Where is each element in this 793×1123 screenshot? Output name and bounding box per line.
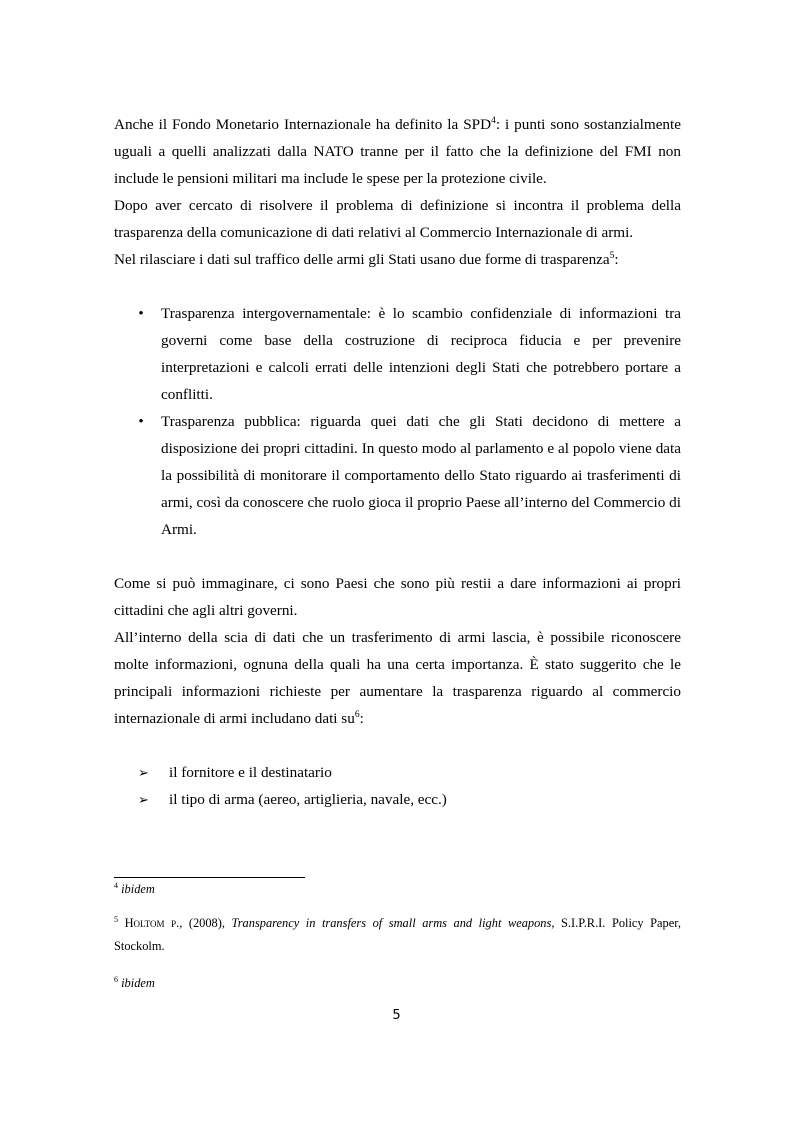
paragraph-text: Anche il Fondo Monetario Internazionale ha definito la SPD bbox=[114, 116, 492, 133]
data-items-list bbox=[114, 759, 681, 813]
list-item bbox=[114, 300, 681, 408]
footnote-title: Transparency in transfers of small arms and light weapons, bbox=[231, 916, 555, 930]
list-item-text: Trasparenza pubblica: riguarda quei dati che gli Stati decidono di mettere a disposizione dei propri cittadini. In questo modo al parlamento e al popolo viene data la possibilità di monitorare il comportamento dello Stato riguardo ai trasferimenti di armi, così da conoscere che ruolo gioca il proprio Paese all’interno del Commercio di Armi. bbox=[161, 413, 681, 538]
bullet-icon: • bbox=[138, 413, 144, 430]
list-item-text: il fornitore e il destinatario bbox=[169, 764, 332, 781]
list-item-text: Trasparenza intergovernamentale: è lo scambio confidenziale di informazioni tra governi come base della costruzione di reciproca fiducia e per prevenire interpretazioni e calcoli errati delle intenzioni degli Stati che potrebbero portare a conflitti. bbox=[161, 305, 681, 403]
transparency-list bbox=[114, 300, 681, 543]
footnote-number: 4 bbox=[114, 880, 118, 890]
paragraph-transparency-problem: Dopo aver cercato di risolvere il problema di definizione si incontra il problema della trasparenza della comunicazione di dati relativi al Commercio Internazionale di armi. bbox=[114, 197, 681, 241]
footnote-4 bbox=[114, 878, 681, 901]
paragraph-text: All’interno della scia di dati che un trasferimento di armi lascia, è possibile riconoscere molte informazioni, ognuna della quali ha una certa importanza. È stato suggerito che le principali informazioni richieste per aumentare la trasparenza riguardo al commercio internazionale di armi includano dati su bbox=[114, 629, 681, 727]
footnote-text: ibidem bbox=[121, 882, 155, 896]
paragraph-text: : bbox=[359, 710, 364, 727]
page-number: 5 bbox=[392, 1008, 401, 1023]
footnote-number: 6 bbox=[114, 974, 118, 984]
arrow-bullet-icon: ➢ bbox=[138, 765, 149, 780]
footnote-text: ibidem bbox=[121, 976, 155, 990]
footnote-ref-6: 6 bbox=[354, 709, 360, 720]
list-item bbox=[114, 759, 681, 786]
footnote-ref-5: 5 bbox=[609, 250, 615, 261]
list-item-text: il tipo di arma (aereo, artiglieria, navale, ecc.) bbox=[169, 791, 447, 808]
paragraph-restii: Come si può immaginare, ci sono Paesi che sono più restii a dare informazioni ai propri cittadini che agli altri governi. bbox=[114, 575, 681, 619]
list-item bbox=[114, 408, 681, 543]
footnote-author: Holtom p. bbox=[124, 916, 180, 930]
footnote-text: , (2008), bbox=[179, 916, 232, 930]
footnote-text: S.I.P.R.I. Policy Paper, Stockolm. bbox=[114, 916, 681, 953]
footnote-number: 5 bbox=[114, 914, 118, 924]
paragraph-text: : i punti sono sostanzialmente uguali a quelli analizzati dalla NATO tranne per il fatto che la definizione del FMI non include le pensioni militari ma include le spese per la protezione civile. bbox=[114, 116, 681, 187]
footnote-5 bbox=[114, 912, 681, 958]
paragraph-text: Nel rilasciare i dati sul traffico delle armi gli Stati usano due forme di trasparenza bbox=[114, 251, 610, 268]
paragraph-transparency-forms bbox=[114, 246, 681, 273]
paragraph-fmi-definition bbox=[114, 111, 681, 192]
paragraph-text: : bbox=[614, 251, 619, 268]
footnote-ref-4: 4 bbox=[491, 115, 496, 126]
footnote-6 bbox=[114, 972, 681, 995]
list-item bbox=[114, 786, 681, 813]
bullet-icon: • bbox=[138, 305, 144, 322]
paragraph-information bbox=[114, 624, 681, 732]
body-text bbox=[114, 111, 681, 813]
arrow-bullet-icon: ➢ bbox=[138, 792, 149, 807]
